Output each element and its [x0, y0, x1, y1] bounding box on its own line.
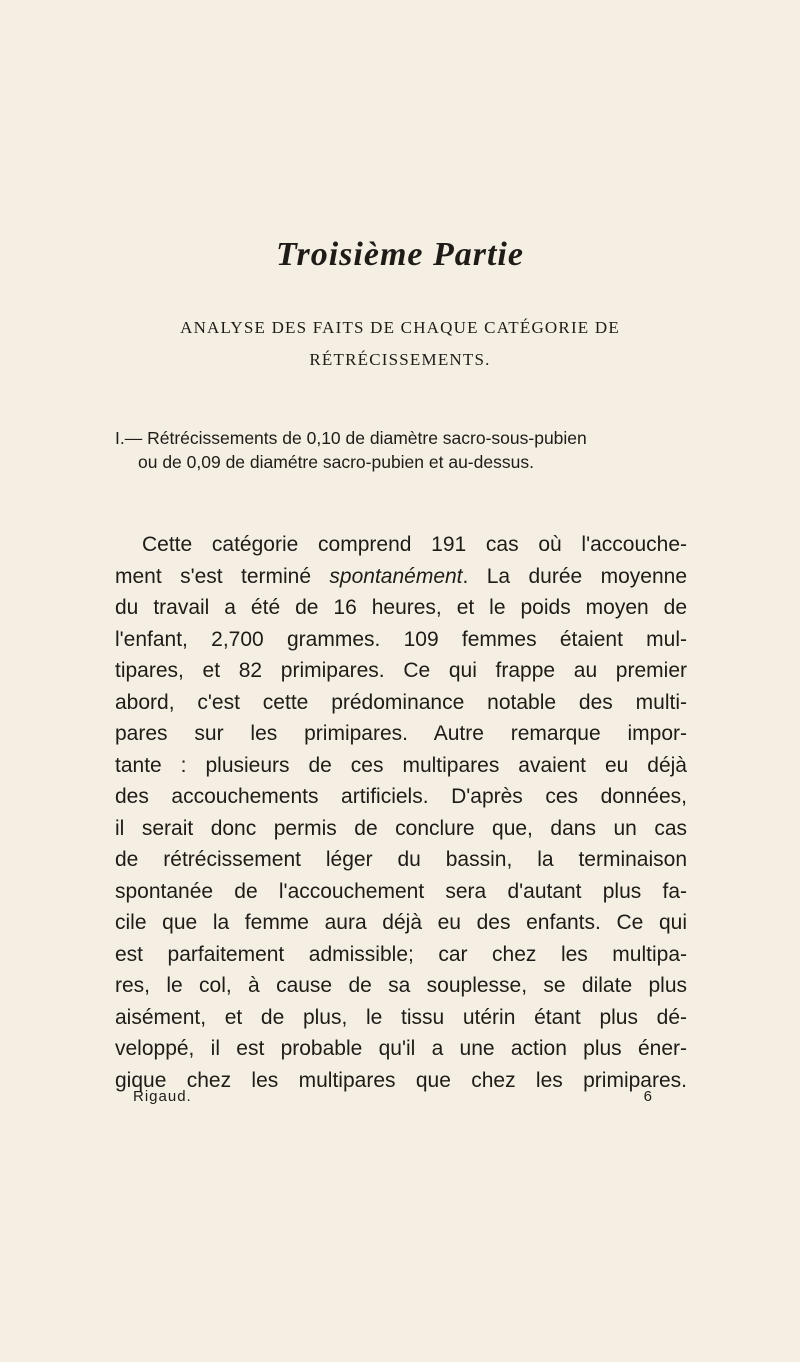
paragraph-line: cile que la femme aura déjà eu des enfants. Ce qui	[115, 911, 687, 934]
paragraph-line: du travail a été de 16 heures, et le poids moyen de	[115, 596, 687, 619]
section-heading	[0, 312, 800, 376]
signature-mark: Rigaud.	[133, 1088, 192, 1105]
emphasized-word: spontanément	[329, 564, 463, 588]
paragraph-line	[115, 561, 687, 593]
paragraph-line: il serait donc permis de conclure que, dans un cas	[115, 816, 687, 840]
paragraph-line: l'enfant, 2,700 grammes. 109 femmes étaient mul-	[115, 627, 687, 651]
paragraph-line: des accouchements artificiels. D'après ces données,	[115, 785, 687, 808]
page-footer	[133, 1088, 653, 1105]
paragraph-text: . La durée moyenne	[462, 564, 687, 588]
subsection-heading	[115, 426, 715, 474]
body-paragraph	[115, 529, 687, 1096]
paragraph-line: veloppé, il est probable qu'il a une action plus éner-	[115, 1037, 687, 1060]
paragraph-line: tante : plusieurs de ces multipares avaient eu déjà	[115, 753, 687, 777]
section-heading-line-1: ANALYSE DES FAITS DE CHAQUE CATÉGORIE DE	[180, 318, 620, 337]
paragraph-text: ment s'est terminé	[115, 564, 330, 588]
paragraph-line: abord, c'est cette prédominance notable des multi-	[115, 690, 687, 714]
paragraph-line: aisément, et de plus, le tissu utérin étant plus dé-	[115, 1005, 687, 1029]
sheet-number: 6	[643, 1088, 653, 1105]
section-heading-line-2: RÉTRÉCISSEMENTS.	[309, 350, 491, 369]
subsection-line-1: I.— Rétrécissements de 0,10 de diamètre sacro-sous-pubien	[115, 428, 587, 448]
paragraph-line: res, le col, à cause de sa souplesse, se dilate plus	[115, 974, 687, 997]
paragraph-line: tipares, et 82 primipares. Ce qui frappe au premier	[115, 659, 687, 682]
subsection-line-2: ou de 0,09 de diamétre sacro-pubien et au-dessus.	[138, 452, 534, 472]
paragraph-line: est parfaitement admissible; car chez les multipa-	[115, 942, 687, 966]
paragraph-line: Cette catégorie comprend 191 cas où l'accouche-	[142, 533, 687, 556]
paragraph-line: spontanée de l'accouchement sera d'autant plus fa-	[115, 879, 687, 903]
part-title: Troisième Partie	[276, 236, 524, 273]
paragraph-line: gique chez les multipares que chez les primipares.	[115, 1068, 687, 1092]
paragraph-line: de rétrécissement léger du bassin, la terminaison	[115, 848, 687, 871]
paragraph-line: pares sur les primipares. Autre remarque impor-	[115, 722, 687, 745]
